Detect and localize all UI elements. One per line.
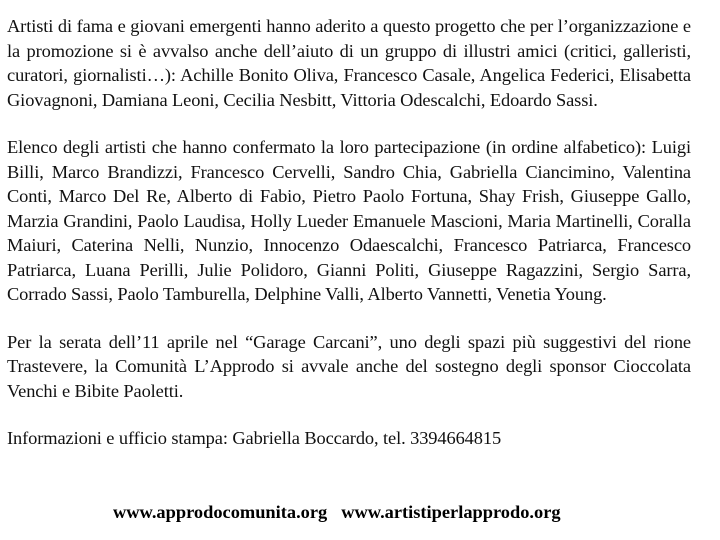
paragraph-event-sponsors: Per la serata dell’11 aprile nel “Garage Carcani”, uno degli spazi più suggestivi del rione Trastevere, la Comunità L’Approdo si avvale anche del sostegno degli sponsor Cioccolata Venchi e Bibite Paoletti. (7, 331, 691, 401)
link-artistiperlapprodo[interactable]: www.artistiperlapprodo.org (341, 502, 561, 522)
paragraph-artists-list: Elenco degli artisti che hanno confermato la loro partecipazione (in ordine alfabetico): Luigi Billi, Marco Brandizzi, Francesco Cervelli, Sandro Chia, Gabriella Ciancimino, Valentina Conti, Marco Del Re, Alberto di Fabio, Pietro Paolo Fortuna, Shay Frish, Giuseppe Gallo, Marzia Grandini, Paolo Laudisa, Holly Lueder Emanuele Mascioni, Maria Martinelli, Coralla Maiuri, Caterina Nelli, Nunzio, Innocenzo Odaescalchi, Francesco Patriarca, Francesco Patriarca, Luana Perilli, Julie Polidoro, Gianni Politi, Giuseppe Ragazzini, Sergio Sarra, Corrado Sassi, Paolo Tamburella, Delphine Valli, Alberto Vannetti, Venetia Young. (7, 137, 691, 304)
document-body (7, 14, 691, 451)
footer-links (113, 502, 561, 523)
paragraph-press-contact: Informazioni e ufficio stampa: Gabriella Boccardo, tel. 3394664815 (7, 428, 502, 448)
paragraph-promoters: Artisti di fama e giovani emergenti hanno aderito a questo progetto che per l’organizzazione e la promozione si è avvalso anche dell’aiuto di un gruppo di illustri amici (critici, galleristi, curatori, giornalisti…): Achille Bonito Oliva, Francesco Casale, Angelica Federici, Elisabetta Giovagnoni, Damiana Leoni, Cecilia Nesbitt, Vittoria Odescalchi, Edoardo Sassi. (7, 16, 691, 110)
link-approdocomunita[interactable]: www.approdocomunita.org (113, 502, 328, 522)
